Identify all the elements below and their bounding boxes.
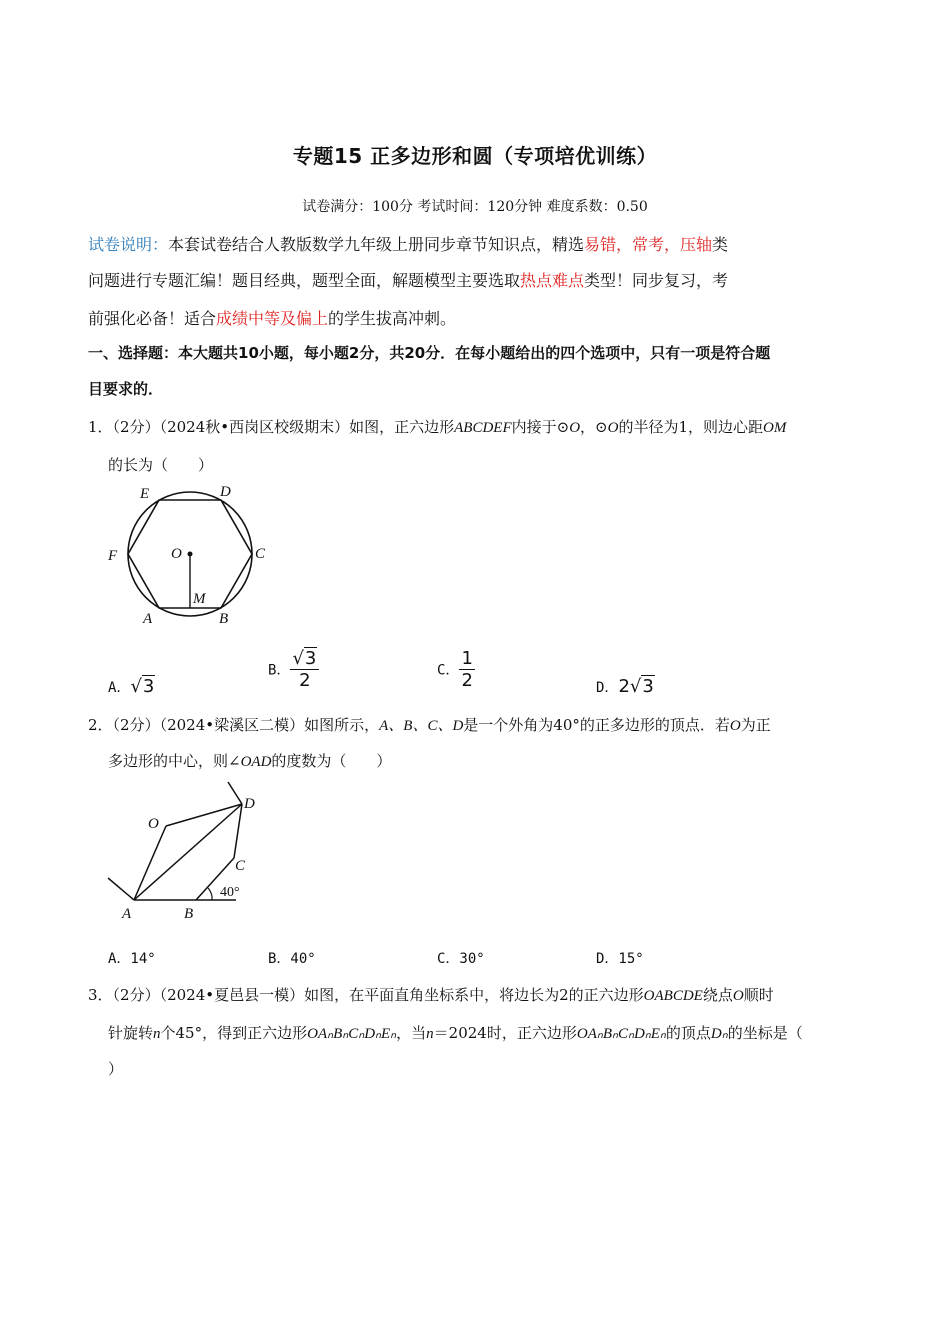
side-cd	[234, 804, 242, 858]
q1-option-b[interactable]: B． $\frac{√3}{2}$	[268, 648, 319, 691]
label-c: C	[235, 858, 246, 874]
extension-d	[228, 782, 242, 804]
q-math: OM	[763, 420, 787, 436]
q-math: O	[732, 988, 744, 1004]
label-b: B	[219, 611, 229, 627]
q1-option-c[interactable]	[437, 648, 475, 691]
q-text: 多边形的中心，则∠	[108, 752, 241, 770]
question-3-line-3: ）	[108, 1060, 124, 1078]
question-1-line-1	[88, 416, 786, 437]
radicand: 3	[304, 648, 317, 669]
q2-option-d[interactable]: D．15°	[596, 951, 644, 967]
label-o: O	[171, 546, 182, 562]
label-m: M	[193, 591, 206, 607]
intro-highlight-2: 热点难点	[520, 271, 585, 290]
question-1-line-2: 的长为（ ）	[108, 456, 214, 474]
label-c: C	[255, 546, 266, 562]
q-math: OAₙBₙCₙDₙEₙ	[307, 1026, 397, 1042]
q-math: O	[729, 718, 741, 734]
q2-option-a[interactable]: A．14°	[108, 951, 156, 967]
intro-text: 类	[712, 235, 729, 254]
segment-ao	[134, 826, 166, 900]
q-text: 是一个外角为40°的正多边形的顶点．若	[463, 716, 730, 734]
q2-option-b[interactable]: B．40°	[268, 951, 316, 967]
q-text: （2分）（2024•夏邑县一模）如图，在平面直角坐标系中，将边长为2的正六边形	[112, 986, 644, 1004]
q-text: （2分）（2024•梁溪区二模）如图所示，	[112, 716, 380, 734]
intro-line-3	[88, 306, 456, 329]
question-3-line-1	[88, 984, 774, 1005]
q1-option-a[interactable]: A．√3	[108, 676, 155, 697]
exam-meta: 试卷满分：100分 考试时间：120分钟 难度系数：0.50	[302, 199, 648, 215]
question-number: 1．	[88, 418, 113, 436]
coefficient: 2	[618, 676, 630, 697]
question-1-figure	[100, 482, 280, 632]
q-text: ＝2024时，正六边形	[433, 1024, 577, 1042]
question-3-line-2	[108, 1022, 803, 1043]
denominator: 2	[461, 670, 473, 691]
page-title: 专题15 正多边形和圆（专项培优训练）	[292, 144, 658, 168]
q-math: OABCDE	[643, 988, 703, 1004]
intro-text: 本套试卷结合人教版数学九年级上册同步章节知识点，精选	[168, 235, 585, 254]
section-heading-cont: 目要求的．	[88, 380, 164, 398]
q-text: 的半径为1，则边心距	[618, 418, 764, 436]
question-2-line-2	[108, 750, 391, 771]
question-number: 2．	[88, 716, 113, 734]
q-math: A、B、C、D	[379, 718, 464, 734]
q-text: 的度数为（ ）	[271, 752, 392, 770]
q-text: 为正	[740, 716, 771, 734]
q-text: 绕点	[702, 986, 733, 1004]
label-a: A	[122, 906, 132, 922]
intro-line-2	[88, 268, 728, 291]
q-text: ，⊙	[580, 418, 608, 436]
q-text: 顺时	[743, 986, 774, 1004]
intro-text: 类型！同步复习，考	[584, 271, 729, 290]
q-math: O	[607, 420, 619, 436]
question-2-line-1	[88, 714, 771, 735]
q-math: OAₙBₙCₙDₙEₙ	[576, 1026, 666, 1042]
intro-text: 问题进行专题汇编！题目经典，题型全面，解题模型主要选取	[88, 271, 521, 290]
q-text: 针旋转	[108, 1024, 154, 1042]
section-heading: 一、选择题：本大题共10小题，每小题2分，共20分．在每小题给出的四个选项中，只有一项是符合题	[88, 344, 771, 362]
label-f: F	[108, 548, 118, 564]
q-math: n	[153, 1026, 161, 1042]
intro-text: 前强化必备！适合	[88, 309, 217, 328]
label-e: E	[140, 486, 150, 502]
label-b: B	[184, 906, 194, 922]
q-text: 的坐标是（	[727, 1024, 803, 1042]
question-2-figure	[100, 778, 270, 923]
q2-option-c[interactable]: C．30°	[437, 951, 485, 967]
label-d: D	[220, 484, 231, 500]
label-a: A	[143, 611, 153, 627]
label-angle: 40°	[220, 885, 240, 900]
q-text: ，当	[396, 1024, 427, 1042]
q1-option-d[interactable]: D．2√3	[596, 676, 654, 697]
intro-text: 的学生拔高冲刺。	[328, 309, 457, 328]
option-label: B．	[268, 662, 291, 679]
option-label: C．	[437, 662, 460, 679]
angle-arc	[208, 888, 212, 900]
label-d: D	[244, 796, 255, 812]
intro-highlight-1: 易错，常考，压轴	[584, 235, 713, 254]
q-math: OAD	[240, 754, 272, 770]
denominator: 2	[299, 670, 311, 691]
q-math: Dₙ	[710, 1026, 728, 1042]
q-text: 内接于⊙	[511, 418, 570, 436]
q-math: O	[569, 420, 581, 436]
question-number: 3．	[88, 986, 113, 1004]
q-text: 个45°，得到正六边形	[160, 1024, 308, 1042]
option-label: D．	[596, 680, 619, 696]
intro-line-1	[88, 232, 728, 255]
radicand: 3	[142, 676, 155, 697]
label-o: O	[148, 816, 159, 832]
extension-a	[108, 878, 134, 900]
q-text: 的顶点	[665, 1024, 711, 1042]
center-point	[188, 552, 193, 557]
q-math: n	[426, 1026, 434, 1042]
option-label: A．	[108, 680, 131, 696]
intro-label: 试卷说明：	[88, 235, 169, 254]
radicand: 3	[642, 676, 654, 697]
q-text: （2分）（2024秋•西岗区校级期末）如图，正六边形	[112, 418, 455, 436]
q-math: ABCDEF	[454, 420, 512, 436]
intro-highlight-3: 成绩中等及偏上	[216, 309, 329, 328]
numerator: 1	[461, 648, 473, 669]
